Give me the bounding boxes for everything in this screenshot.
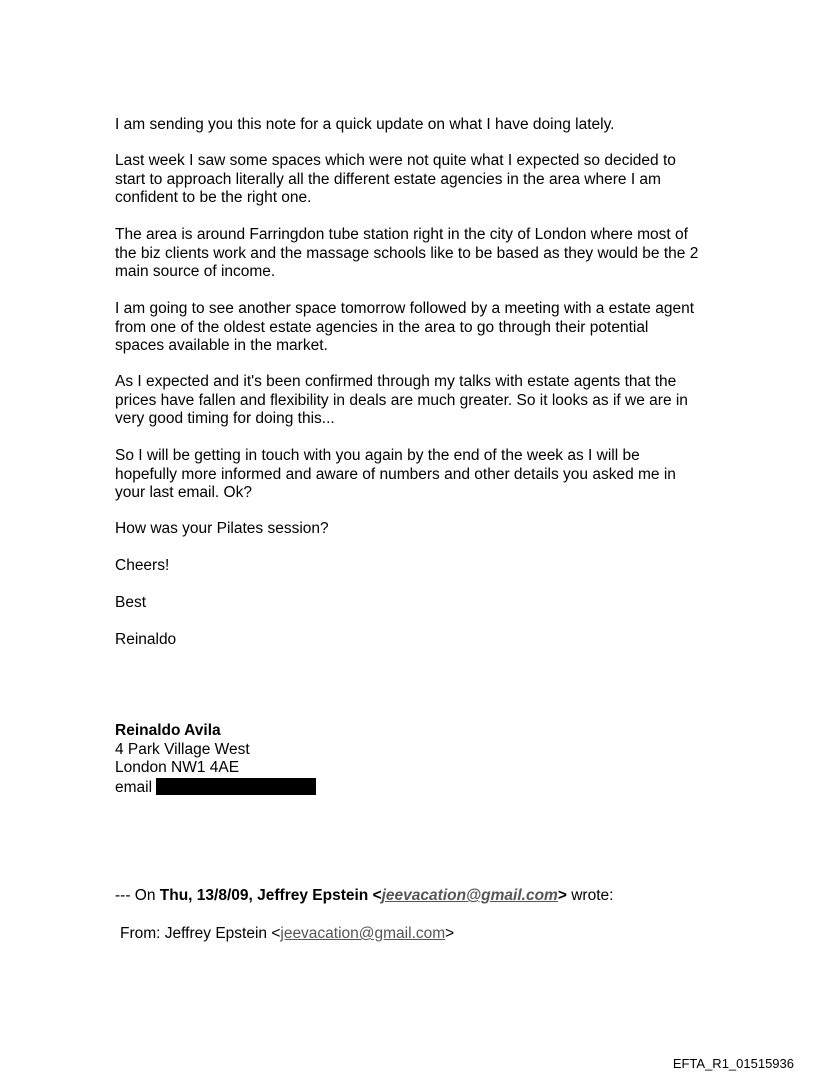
text-line: So I will be getting in touch with you again by the end of the week as I will be [115, 447, 640, 464]
text-line: from one of the oldest estate agencies in the area to go through their potential [115, 318, 649, 336]
text-line: your last email. Ok? [115, 484, 252, 501]
text-line: Cheers! [115, 557, 170, 574]
text-line: the biz clients work and the massage schools like to be based as they would be the 2 [115, 244, 699, 262]
signature-email-line [115, 778, 316, 798]
text-line: Best [115, 594, 147, 611]
signature-email-label: email [115, 778, 153, 796]
paragraph-2 [115, 152, 735, 208]
text-line: hopefully more informed and aware of numbers and other details you asked me in [115, 465, 676, 483]
text-line: Reinaldo [115, 631, 177, 648]
document-id: EFTA_R1_01515936 [672, 1056, 794, 1071]
text-line: very good timing for doing this... [115, 410, 335, 427]
paragraph-7 [115, 520, 735, 539]
text-line: Last week I saw some spaces which were not quite what I expected so decided to [115, 152, 676, 169]
paragraph-9 [115, 594, 735, 613]
paragraph-1 [115, 116, 735, 135]
quote-prefix: --- On [115, 887, 160, 904]
text-line: I am going to see another space tomorrow followed by a meeting with a estate agent [115, 300, 695, 317]
text-line: confident to be the right one. [115, 189, 312, 206]
paragraph-3 [115, 226, 735, 282]
from-email-link[interactable]: jeevacation@gmail.com [280, 925, 446, 942]
from-suffix: > [445, 925, 455, 942]
quote-email-link[interactable]: jeevacation@gmail.com [381, 887, 558, 904]
paragraph-8 [115, 557, 735, 576]
quote-suffix: wrote: [566, 887, 614, 904]
text-line: How was your Pilates session? [115, 520, 329, 537]
redaction-block [156, 778, 316, 795]
paragraph-6 [115, 447, 735, 503]
text-line: main source of income. [115, 263, 276, 280]
quoted-header [115, 887, 613, 906]
signature-block [115, 722, 316, 797]
signature-address-line-2: London NW1 4AE [115, 759, 240, 776]
from-line [120, 925, 454, 944]
paragraph-4 [115, 300, 735, 356]
quote-date-author: Thu, 13/8/09, Jeffrey Epstein [159, 887, 369, 904]
paragraph-10 [115, 631, 735, 650]
text-line: I am sending you this note for a quick update on what I have doing lately. [115, 116, 615, 133]
from-prefix: From: Jeffrey Epstein < [120, 925, 281, 942]
signature-name: Reinaldo Avila [115, 722, 221, 739]
signature-address-line-1: 4 Park Village West [115, 740, 250, 758]
text-line: spaces available in the market. [115, 337, 328, 354]
text-line: As I expected and it's been confirmed through my talks with estate agents that the [115, 373, 677, 390]
quote-open-bracket: < [368, 887, 382, 904]
quote-close-bracket: > [557, 887, 567, 904]
paragraph-5 [115, 373, 735, 429]
text-line: start to approach literally all the different estate agencies in the area where I am [115, 170, 661, 188]
text-line: prices have fallen and flexibility in deals are much greater. So it looks as if we are in [115, 391, 688, 409]
text-line: The area is around Farringdon tube station right in the city of London where most of [115, 226, 688, 243]
